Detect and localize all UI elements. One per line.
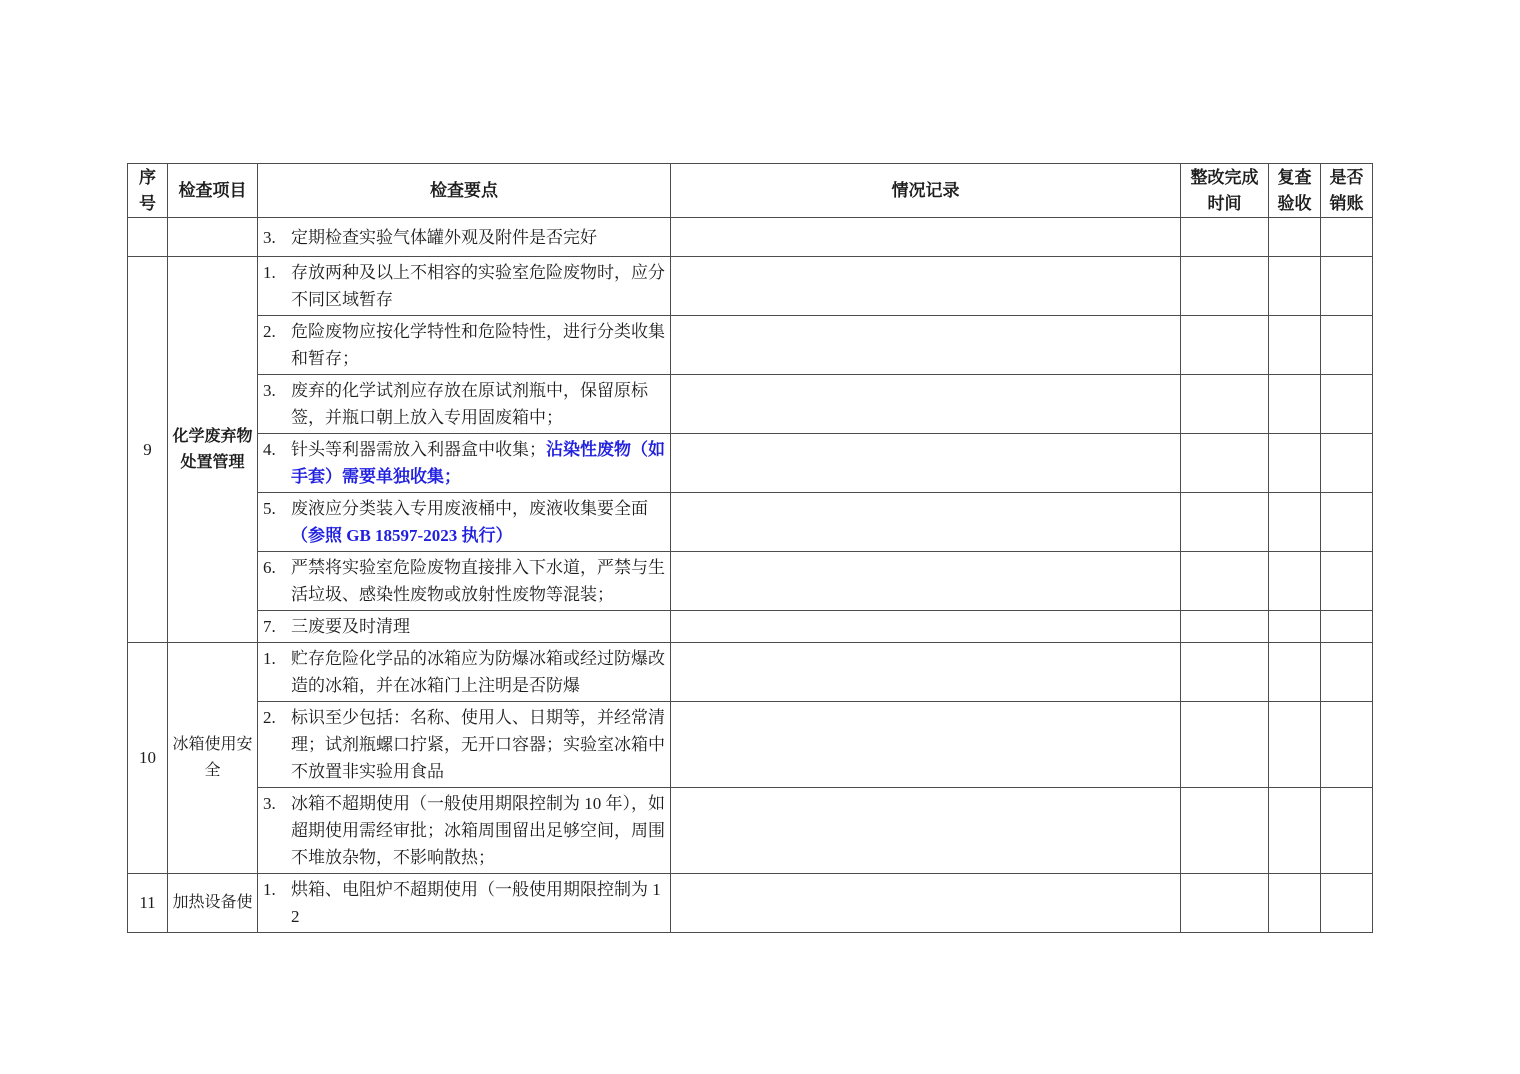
deadline-cell xyxy=(1181,257,1269,316)
header-record: 情况记录 xyxy=(671,164,1181,218)
point-number: 1. xyxy=(263,263,276,282)
deadline-cell xyxy=(1181,874,1269,933)
deadline-cell xyxy=(1181,702,1269,788)
record-cell xyxy=(671,434,1181,493)
record-cell xyxy=(671,611,1181,643)
writeoff-cell xyxy=(1321,257,1373,316)
point-text xyxy=(291,876,666,930)
point-text xyxy=(291,377,666,431)
text-segment: 烘箱、电阻炉不超期使用（一般使用期限控制为 12 xyxy=(291,880,661,926)
deadline-cell xyxy=(1181,552,1269,611)
header-writeoff: 是否销账 xyxy=(1321,164,1373,218)
check-point xyxy=(263,613,666,640)
table-row xyxy=(128,702,1373,788)
point-number: 5. xyxy=(263,499,276,518)
table-row xyxy=(128,611,1373,643)
seq-cell xyxy=(128,218,168,257)
table-row xyxy=(128,493,1373,552)
text-segment: 贮存危险化学品的冰箱应为防爆冰箱或经过防爆改造的冰箱，并在冰箱门上注明是否防爆 xyxy=(291,649,665,695)
points-cell xyxy=(258,493,671,552)
header-row xyxy=(128,164,1373,218)
writeoff-cell xyxy=(1321,218,1373,257)
item-cell: 冰箱使用安全 xyxy=(168,643,258,874)
point-text xyxy=(291,790,666,871)
points-cell xyxy=(258,257,671,316)
points-cell xyxy=(258,552,671,611)
writeoff-cell xyxy=(1321,552,1373,611)
highlighted-text: 沾染性废物（如手套）需要单独收集； xyxy=(291,440,665,486)
table-row xyxy=(128,552,1373,611)
review-cell xyxy=(1269,257,1321,316)
writeoff-cell xyxy=(1321,493,1373,552)
points-cell xyxy=(258,611,671,643)
deadline-cell xyxy=(1181,316,1269,375)
points-cell xyxy=(258,643,671,702)
header-review: 复查验收 xyxy=(1269,164,1321,218)
writeoff-cell xyxy=(1321,611,1373,643)
review-cell xyxy=(1269,316,1321,375)
review-cell xyxy=(1269,375,1321,434)
writeoff-cell xyxy=(1321,643,1373,702)
point-number: 1. xyxy=(263,649,276,668)
table-row xyxy=(128,316,1373,375)
seq-cell: 9 xyxy=(128,257,168,643)
record-cell xyxy=(671,257,1181,316)
point-text xyxy=(291,224,666,251)
text-segment: 三废要及时清理 xyxy=(291,617,410,636)
points-cell xyxy=(258,434,671,493)
check-point xyxy=(263,436,666,490)
point-number: 1. xyxy=(263,880,276,899)
deadline-cell xyxy=(1181,788,1269,874)
seq-cell: 10 xyxy=(128,643,168,874)
check-point xyxy=(263,554,666,608)
record-cell xyxy=(671,493,1181,552)
header-points: 检查要点 xyxy=(258,164,671,218)
review-cell xyxy=(1269,434,1321,493)
text-segment: 废液应分类装入专用废液桶中，废液收集要全面 xyxy=(291,499,648,518)
point-number: 3. xyxy=(263,381,276,400)
record-cell xyxy=(671,552,1181,611)
point-number: 2. xyxy=(263,322,276,341)
point-text xyxy=(291,436,666,490)
review-cell xyxy=(1269,643,1321,702)
deadline-cell xyxy=(1181,218,1269,257)
points-cell xyxy=(258,316,671,375)
table-row xyxy=(128,434,1373,493)
check-point xyxy=(263,704,666,785)
record-cell xyxy=(671,316,1181,375)
check-point xyxy=(263,876,666,930)
text-segment: 定期检查实验气体罐外观及附件是否完好 xyxy=(291,227,597,247)
item-cell: 加热设备使 xyxy=(168,874,258,933)
point-number: 2. xyxy=(263,708,276,727)
text-segment: 危险废物应按化学特性和危险特性，进行分类收集和暂存； xyxy=(291,322,665,368)
check-point xyxy=(263,318,666,372)
review-cell xyxy=(1269,218,1321,257)
review-cell xyxy=(1269,788,1321,874)
inspection-table xyxy=(127,163,1373,933)
highlighted-text: （参照 GB 18597-2023 执行） xyxy=(291,526,513,545)
review-cell xyxy=(1269,552,1321,611)
table-row xyxy=(128,788,1373,874)
header-seq: 序号 xyxy=(128,164,168,218)
points-cell xyxy=(258,788,671,874)
table-row xyxy=(128,218,1373,257)
review-cell xyxy=(1269,493,1321,552)
table-row xyxy=(128,257,1373,316)
point-number: 3. xyxy=(263,794,276,813)
point-number: 4. xyxy=(263,440,276,459)
points-cell xyxy=(258,702,671,788)
record-cell xyxy=(671,788,1181,874)
deadline-cell xyxy=(1181,434,1269,493)
point-text xyxy=(291,259,666,313)
text-segment: 标识至少包括：名称、使用人、日期等，并经常清理；试剂瓶螺口拧紧，无开口容器；实验室冰箱中不放置非实验用食品 xyxy=(291,708,665,781)
points-cell xyxy=(258,218,671,257)
item-cell xyxy=(168,218,258,257)
table-row xyxy=(128,375,1373,434)
record-cell xyxy=(671,218,1181,257)
document-sheet xyxy=(127,163,1373,933)
point-text xyxy=(291,495,666,549)
check-point xyxy=(263,495,666,549)
writeoff-cell xyxy=(1321,316,1373,375)
point-text xyxy=(291,318,666,372)
table-row xyxy=(128,643,1373,702)
item-cell: 化学废弃物处置管理 xyxy=(168,257,258,643)
text-segment: 存放两种及以上不相容的实验室危险废物时，应分不同区域暂存 xyxy=(291,263,665,309)
writeoff-cell xyxy=(1321,434,1373,493)
deadline-cell xyxy=(1181,493,1269,552)
point-number: 6. xyxy=(263,558,276,577)
table-row xyxy=(128,874,1373,933)
header-item: 检查项目 xyxy=(168,164,258,218)
writeoff-cell xyxy=(1321,702,1373,788)
check-point xyxy=(263,790,666,871)
text-segment: 严禁将实验室危险废物直接排入下水道，严禁与生活垃圾、感染性废物或放射性废物等混装； xyxy=(291,558,665,604)
points-cell xyxy=(258,874,671,933)
review-cell xyxy=(1269,611,1321,643)
text-segment: 冰箱不超期使用（一般使用期限控制为 10 年），如超期使用需经审批；冰箱周围留出足够空间，周围不堆放杂物，不影响散热； xyxy=(291,794,665,867)
text-segment: 针头等利器需放入利器盒中收集； xyxy=(291,440,546,459)
record-cell xyxy=(671,702,1181,788)
deadline-cell xyxy=(1181,643,1269,702)
writeoff-cell xyxy=(1321,788,1373,874)
point-text xyxy=(291,645,666,699)
point-number: 3. xyxy=(263,227,276,247)
deadline-cell xyxy=(1181,375,1269,434)
point-text xyxy=(291,554,666,608)
writeoff-cell xyxy=(1321,874,1373,933)
deadline-cell xyxy=(1181,611,1269,643)
check-point xyxy=(263,377,666,431)
check-point xyxy=(263,224,666,251)
record-cell xyxy=(671,643,1181,702)
point-text xyxy=(291,613,666,640)
review-cell xyxy=(1269,702,1321,788)
point-text xyxy=(291,704,666,785)
check-point xyxy=(263,645,666,699)
point-number: 7. xyxy=(263,617,276,636)
record-cell xyxy=(671,874,1181,933)
check-point xyxy=(263,259,666,313)
review-cell xyxy=(1269,874,1321,933)
header-deadline: 整改完成时间 xyxy=(1181,164,1269,218)
seq-cell: 11 xyxy=(128,874,168,933)
record-cell xyxy=(671,375,1181,434)
points-cell xyxy=(258,375,671,434)
text-segment: 废弃的化学试剂应存放在原试剂瓶中，保留原标签，并瓶口朝上放入专用固废箱中； xyxy=(291,381,648,427)
writeoff-cell xyxy=(1321,375,1373,434)
